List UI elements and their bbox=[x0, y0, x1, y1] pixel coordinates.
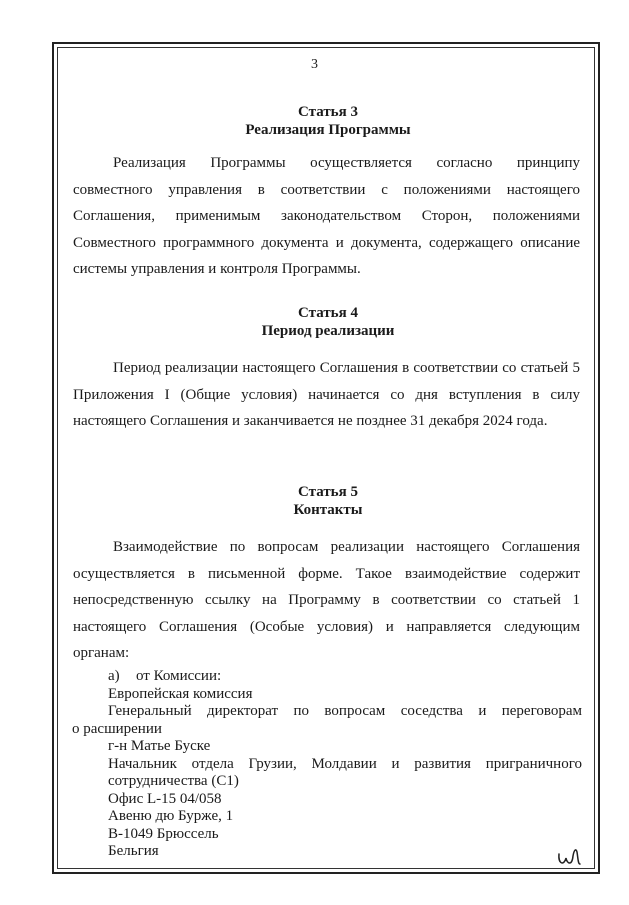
contact-person: г-н Матье Буске bbox=[108, 738, 211, 754]
office-address: Офис L-15 04/058 bbox=[108, 790, 222, 807]
directorate-line-1: Генеральный директорат по вопросам соседства и переговорам bbox=[108, 703, 582, 719]
article-4-title: Статья 4 bbox=[298, 305, 358, 321]
country: Бельгия bbox=[108, 843, 159, 859]
article-5-subtitle: Контакты bbox=[293, 502, 363, 518]
directorate-line-2: о расширении bbox=[72, 720, 162, 737]
article-5-heading bbox=[72, 483, 584, 519]
street-address: Авеню дю Бурже, 1 bbox=[108, 808, 234, 824]
commission-name: Европейская комиссия bbox=[108, 685, 253, 702]
contacts-from-line bbox=[72, 668, 582, 686]
article-5-text: Взаимодействие по вопросам реализации настоящего Соглашения осуществляется в письменной форме. Такое взаимодействие содержит непосредственную ссылку на Программу в соответствии со статьей 1 настоящего Соглашения (Особые условия) и направляется следующим органам: bbox=[73, 539, 580, 661]
article-5-title: Статья 5 bbox=[298, 484, 358, 500]
city-address: B-1049 Брюссель bbox=[108, 825, 219, 842]
position-line-1: Начальник отдела Грузии, Молдавии и развития приграничного bbox=[108, 755, 582, 772]
article-4-heading bbox=[72, 304, 584, 340]
article-3-text: Реализация Программы осуществляется согласно принципу совместного управления в соответствии с положениями настоящего Соглашения, применимым законодательством Сторон, положениями Совместного программного документа и документа, содержащего описание системы управления и контроля Программы. bbox=[73, 155, 580, 277]
article-3-title: Статья 3 bbox=[298, 104, 358, 120]
list-marker: а) bbox=[108, 668, 120, 684]
from-commission-label: от Комиссии: bbox=[136, 668, 222, 684]
article-4-text: Период реализации настоящего Соглашения в соответствии со статьей 5 Приложения I (Общие условия) начинается со дня вступления в силу настоящего Соглашения и заканчивается не позднее 31 декабря 2024 года. bbox=[73, 360, 580, 429]
article-3-subtitle: Реализация Программы bbox=[245, 122, 411, 138]
contacts-block bbox=[72, 668, 582, 861]
article-4-subtitle: Период реализации bbox=[261, 323, 395, 339]
page-number: 3 bbox=[311, 57, 318, 72]
initials-signature bbox=[556, 844, 586, 868]
article-3-heading bbox=[72, 103, 584, 139]
position-line-2: сотрудничества (С1) bbox=[108, 773, 239, 789]
